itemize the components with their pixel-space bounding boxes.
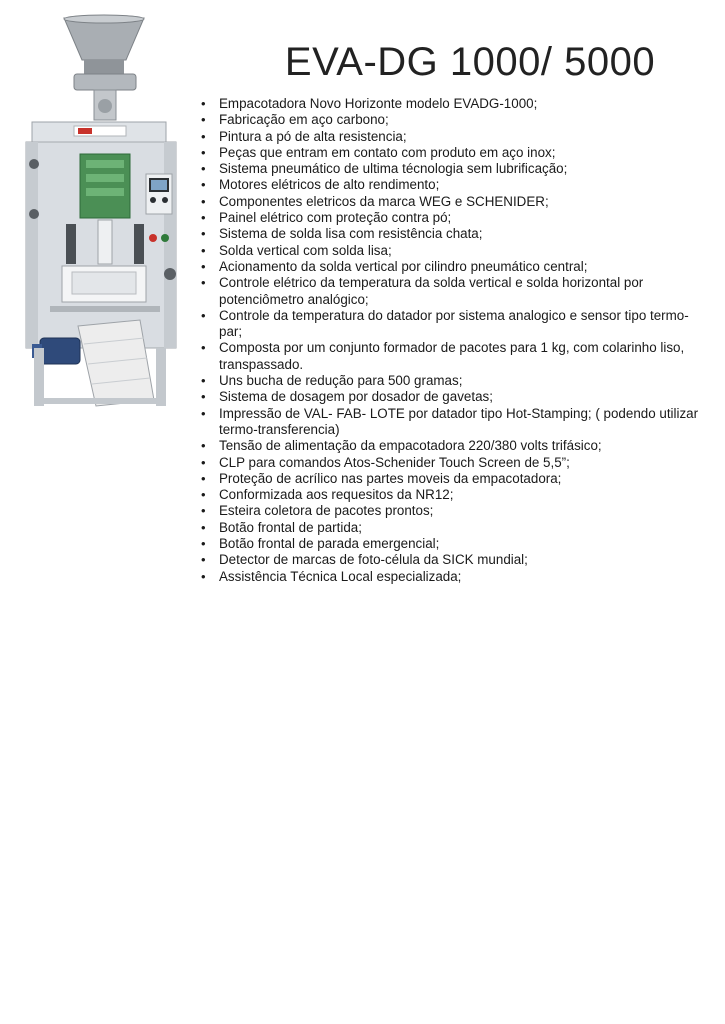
spec-item xyxy=(200,129,705,145)
spec-item xyxy=(200,161,705,177)
spec-item xyxy=(200,340,705,373)
spec-text: Uns bucha de redução para 500 gramas; xyxy=(219,373,463,389)
hopper-funnel xyxy=(64,18,144,60)
spec-item xyxy=(200,438,705,454)
bullet-icon: • xyxy=(201,258,206,274)
spec-text: Controle elétrico da temperatura da solda vertical e solda horizontal por potenciômetro analógico; xyxy=(219,275,644,307)
bullet-icon: • xyxy=(201,226,206,242)
spec-text: Impressão de VAL- FAB- LOTE por datador tipo Hot-Stamping; ( podendo utilizar termo-transferencia) xyxy=(219,405,699,437)
spec-text: Empacotadora Novo Horizonte modelo EVADG-1000; xyxy=(219,96,538,111)
bullet-icon: • xyxy=(201,487,206,503)
spec-item xyxy=(200,503,705,519)
spec-item xyxy=(200,275,705,308)
spec-text: Acionamento da solda vertical por cilindro pneumático central; xyxy=(219,258,588,274)
spec-text: Peças que entram em contato com produto em aço inox; xyxy=(219,144,556,160)
conveyor-belt xyxy=(78,320,154,406)
spec-text: Proteção de acrílico nas partes moveis da empacotadora; xyxy=(219,470,562,486)
spec-text: Conformizada aos requesitos da NR12; xyxy=(219,487,454,503)
spec-text: Controle da temperatura do datador por sistema analogico e sensor tipo termo-par; xyxy=(219,307,689,340)
spec-item xyxy=(200,569,705,585)
spec-item xyxy=(200,177,705,193)
spec-item xyxy=(200,406,705,439)
product-title: EVA-DG 1000/ 5000 xyxy=(284,40,656,84)
bullet-icon: • xyxy=(201,144,206,160)
bullet-icon: • xyxy=(201,503,206,519)
bullet-icon: • xyxy=(201,568,206,584)
bullet-icon: • xyxy=(201,552,206,568)
bullet-icon: • xyxy=(201,193,206,209)
bullet-icon: • xyxy=(201,161,206,177)
spec-item xyxy=(200,536,705,552)
spec-text: Sistema pneumático de ultima técnologia sem lubrificação; xyxy=(219,161,568,177)
spec-text: Solda vertical com solda lisa; xyxy=(219,242,392,258)
spec-text: Componentes eletricos da marca WEG e SCHENIDER; xyxy=(219,193,549,209)
spec-item xyxy=(200,373,705,389)
spec-item xyxy=(200,520,705,536)
bullet-icon: • xyxy=(201,536,206,552)
spec-text: Sistema de solda lisa com resistência chata; xyxy=(219,226,483,242)
spec-text: Assistência Técnica Local especializada; xyxy=(219,568,462,584)
spec-item xyxy=(200,243,705,259)
bullet-icon: • xyxy=(201,112,206,128)
spec-text: Botão frontal de partida; xyxy=(219,519,362,535)
spec-item xyxy=(200,552,705,568)
specifications-list xyxy=(200,96,705,585)
bullet-icon: • xyxy=(201,519,206,535)
bullet-icon: • xyxy=(201,210,206,226)
spec-item xyxy=(200,226,705,242)
bullet-icon: • xyxy=(201,389,206,405)
bullet-icon: • xyxy=(201,470,206,486)
spec-item xyxy=(200,471,705,487)
spec-item xyxy=(200,194,705,210)
spec-item xyxy=(200,145,705,161)
bullet-icon: • xyxy=(201,96,206,111)
spec-text: Sistema de dosagem por dosador de gavetas; xyxy=(219,389,493,405)
spec-text: Pintura a pó de alta resistencia; xyxy=(219,128,407,144)
spec-text: Detector de marcas de foto-célula da SICK mundial; xyxy=(219,552,528,568)
spec-text: Botão frontal de parada emergencial; xyxy=(219,536,440,552)
spec-text: Fabricação em aço carbono; xyxy=(219,112,389,128)
bullet-icon: • xyxy=(201,373,206,389)
motor xyxy=(40,338,80,364)
bullet-icon: • xyxy=(201,307,206,323)
spec-item xyxy=(200,259,705,275)
spec-item xyxy=(200,210,705,226)
spec-item xyxy=(200,455,705,471)
bullet-icon: • xyxy=(201,128,206,144)
spec-text: Tensão de alimentação da empacotadora 220/380 volts trifásico; xyxy=(219,438,602,454)
spec-item xyxy=(200,389,705,405)
spec-item xyxy=(200,308,705,341)
bullet-icon: • xyxy=(201,405,206,421)
bullet-icon: • xyxy=(201,242,206,258)
bullet-icon: • xyxy=(201,340,206,356)
spec-item xyxy=(200,96,705,112)
spec-text: Composta por um conjunto formador de pacotes para 1 kg, com colarinho liso, transpassado. xyxy=(219,340,685,372)
spec-text: Motores elétricos de alto rendimento; xyxy=(219,177,440,193)
bullet-icon: • xyxy=(201,438,206,454)
bullet-icon: • xyxy=(201,177,206,193)
spec-text: Painel elétrico com proteção contra pó; xyxy=(219,210,452,226)
bullet-icon: • xyxy=(201,454,206,470)
packaging-machine-photo xyxy=(22,14,180,412)
spec-item xyxy=(200,487,705,503)
spec-item xyxy=(200,112,705,128)
spec-text: CLP para comandos Atos-Schenider Touch Screen de 5,5”; xyxy=(219,454,570,470)
bullet-icon: • xyxy=(201,275,206,291)
spec-text: Esteira coletora de pacotes prontos; xyxy=(219,503,434,519)
